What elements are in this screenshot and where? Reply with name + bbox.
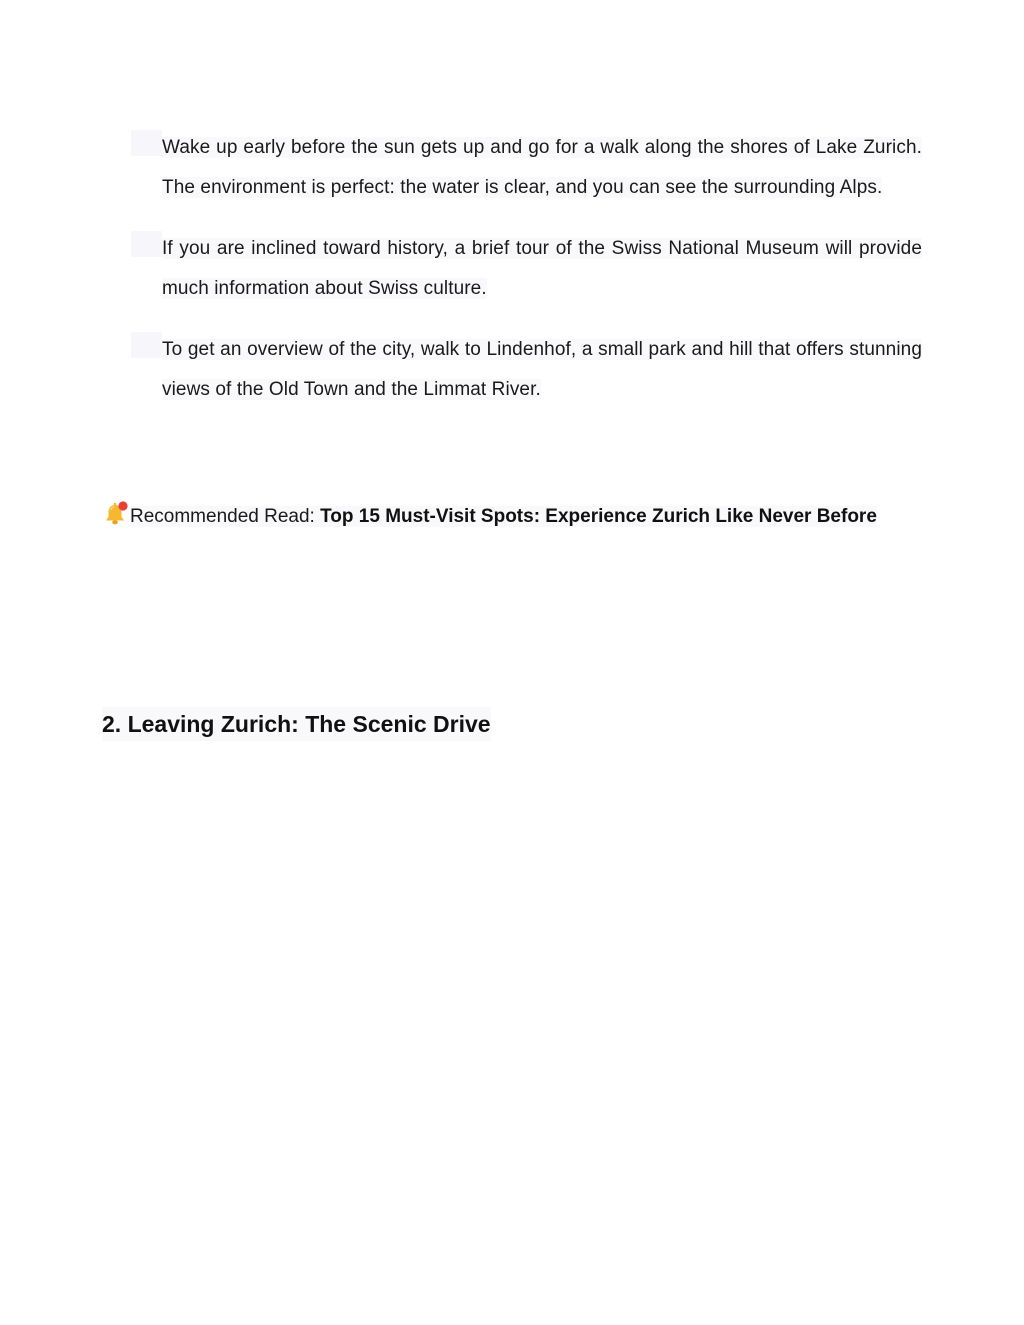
recommended-label: Recommended Read:	[130, 506, 321, 527]
bullet-marker	[131, 231, 162, 257]
recommended-article-link[interactable]: Top 15 Must-Visit Spots: Experience Zurich Like Never Before	[320, 506, 877, 527]
list-item	[131, 229, 922, 309]
list-item-text: If you are inclined toward history, a brief tour of the Swiss National Museum will provide much information about Swiss culture.	[162, 238, 922, 299]
bell-icon	[102, 500, 130, 528]
recommended-read	[102, 500, 922, 531]
list-item	[131, 330, 922, 410]
list-item	[131, 128, 922, 208]
list-item-text: To get an overview of the city, walk to Lindenhof, a small park and hill that offers stunning views of the Old Town and the Limmat River.	[162, 339, 922, 400]
bullet-marker	[131, 130, 162, 156]
bullet-marker	[131, 332, 162, 358]
list-item-text: Wake up early before the sun gets up and go for a walk along the shores of Lake Zurich. The environment is perfect: the water is clear, and you can see the surrounding Alps.	[162, 137, 922, 198]
activity-list	[131, 128, 922, 431]
section-heading: 2. Leaving Zurich: The Scenic Drive	[102, 707, 491, 741]
